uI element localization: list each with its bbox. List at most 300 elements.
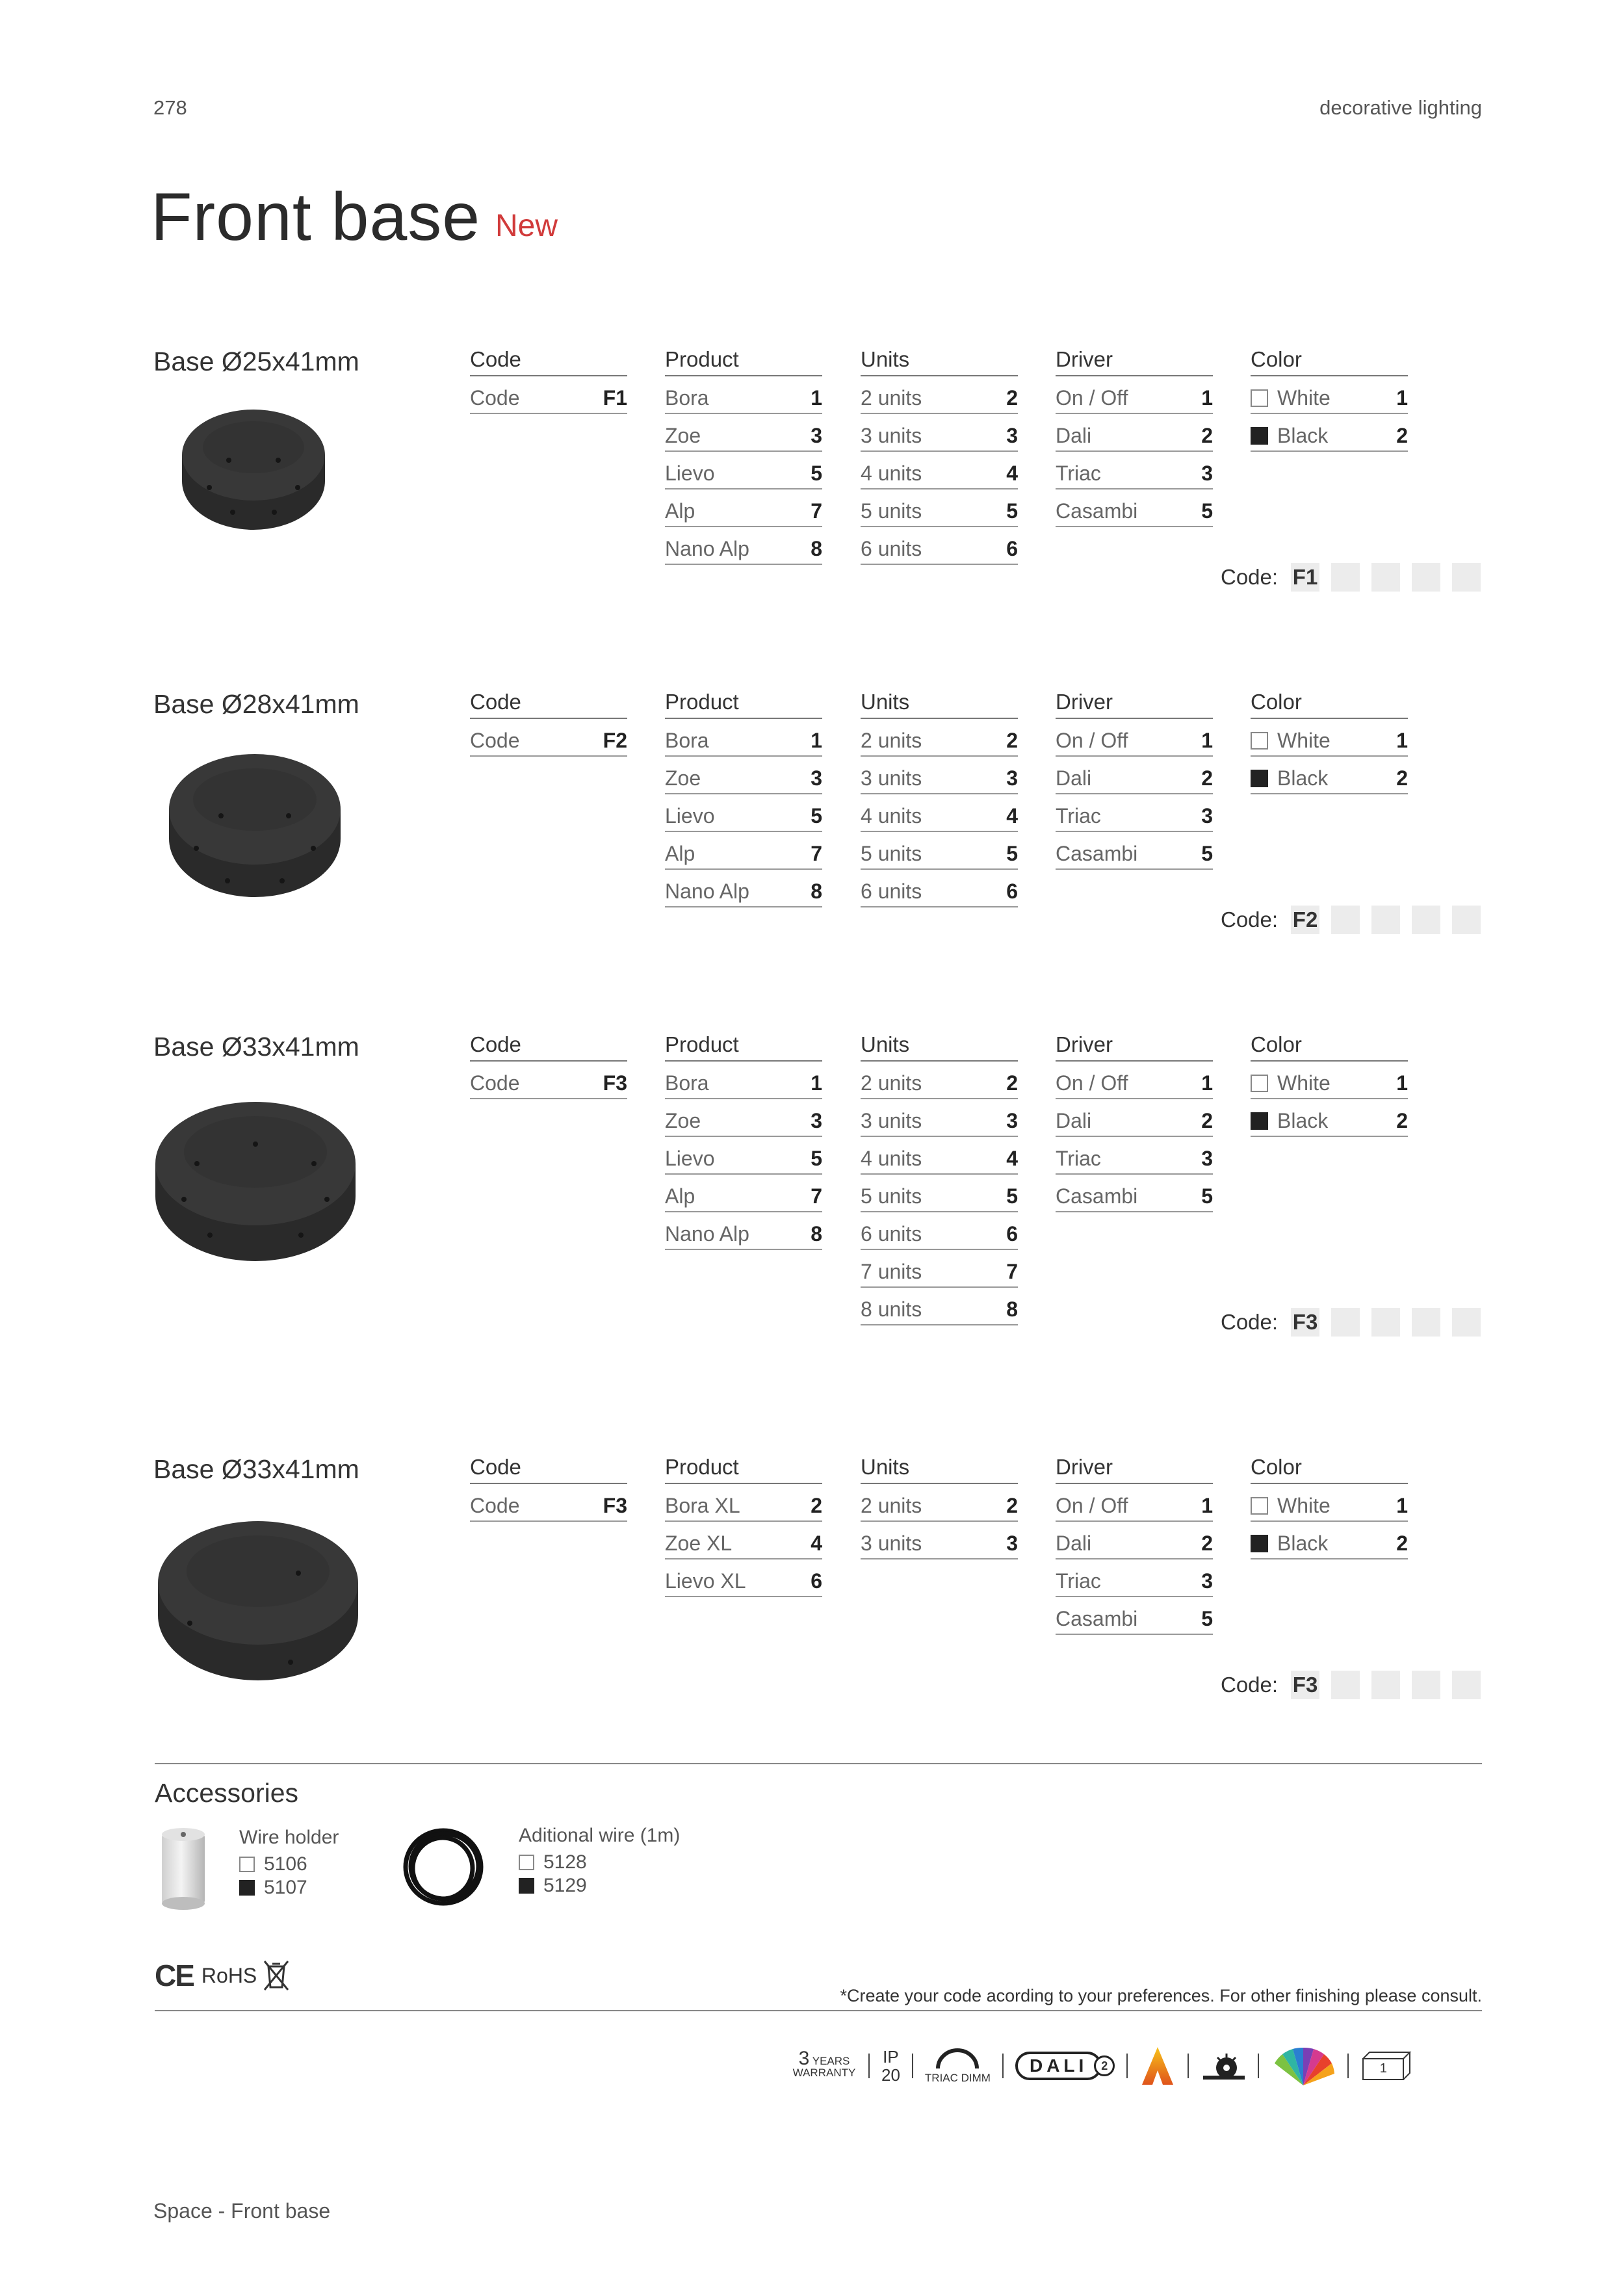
option-value: 3 <box>1006 1532 1018 1555</box>
code-column-header: Code <box>470 346 627 376</box>
option-value: 5 <box>811 804 822 828</box>
units-option-row <box>861 1062 1018 1099</box>
code-builder-slot <box>1412 906 1440 934</box>
additional-wire-label: Aditional wire (1m) <box>519 1825 681 1846</box>
product-option-row <box>665 1212 822 1250</box>
driver-option-row <box>1056 1062 1213 1099</box>
units-column-header: Units <box>861 1032 1018 1062</box>
code-builder-slot <box>1412 1308 1440 1337</box>
option-label: White <box>1277 729 1331 752</box>
option-label: 5 units <box>861 499 922 523</box>
units-option-row <box>861 489 1018 527</box>
code-builder-prefix: F2 <box>1291 906 1319 934</box>
option-label-wrap <box>1056 766 1091 790</box>
color-fan-icon <box>1271 2044 1336 2088</box>
option-label-wrap <box>1251 1494 1331 1518</box>
option-label: 2 units <box>861 1494 922 1517</box>
option-label-wrap <box>665 729 709 753</box>
option-label: Dali <box>1056 1532 1092 1555</box>
driver-option-row <box>1056 719 1213 757</box>
code-option-row <box>470 376 627 414</box>
code-builder-prefix: F1 <box>1291 563 1319 592</box>
option-value: F3 <box>603 1494 627 1517</box>
option-label: Alp <box>665 499 695 523</box>
product-column-header: Product <box>665 1032 822 1062</box>
option-label-wrap <box>861 1109 922 1133</box>
driver-column <box>1056 346 1213 527</box>
option-label-wrap <box>470 1494 520 1518</box>
units-column-header: Units <box>861 689 1018 719</box>
code-builder-slot <box>1371 563 1400 592</box>
code-builder-slot <box>1371 1671 1400 1699</box>
option-label: Nano Alp <box>665 1222 749 1246</box>
option-label: 6 units <box>861 1222 922 1246</box>
option-value: 4 <box>1006 804 1018 828</box>
option-label: Lievo <box>665 804 715 828</box>
ip-rating-icon <box>881 2048 900 2084</box>
product-column <box>665 689 822 907</box>
option-label-wrap <box>1251 729 1331 753</box>
driver-column-header: Driver <box>1056 689 1213 719</box>
wire-coil-image <box>400 1823 487 1911</box>
units-column <box>861 689 1018 907</box>
option-label: Casambi <box>1056 842 1138 865</box>
option-label: Zoe <box>665 424 701 447</box>
option-value: F2 <box>603 729 627 752</box>
option-label-wrap <box>1056 729 1128 753</box>
option-label: White <box>1277 386 1331 410</box>
product-option-row <box>665 1484 822 1522</box>
code-builder-prefix: F3 <box>1291 1308 1319 1337</box>
code-builder-label: Code: <box>1221 1673 1279 1697</box>
option-label-wrap <box>665 1109 701 1133</box>
option-value: 8 <box>811 880 822 903</box>
option-value: 7 <box>811 1184 822 1208</box>
code-builder-label: Code: <box>1221 1310 1279 1334</box>
option-label-wrap <box>1056 842 1137 866</box>
wire-holder-option-white <box>239 1853 307 1876</box>
option-label: Dali <box>1056 766 1092 790</box>
option-label: 3 units <box>861 1109 922 1132</box>
code-builder-slot <box>1452 563 1481 592</box>
code-column-header: Code <box>470 1032 627 1062</box>
warranty-icon <box>792 2048 857 2079</box>
option-label: 6 units <box>861 880 922 903</box>
product-option-row <box>665 376 822 414</box>
option-label: Lievo XL <box>665 1569 746 1593</box>
color-column-header: Color <box>1251 689 1408 719</box>
option-label-wrap <box>1056 804 1101 828</box>
option-value: 7 <box>811 499 822 523</box>
option-value: 2 <box>1396 766 1408 790</box>
option-label-wrap <box>470 1071 520 1095</box>
code-builder-slot <box>1452 1671 1481 1699</box>
footer-divider <box>155 2010 1482 2011</box>
color-column <box>1251 689 1408 794</box>
product-option-row <box>665 1137 822 1175</box>
dimmer-arc-icon <box>931 2048 983 2070</box>
product-option-row <box>665 489 822 527</box>
option-value: 3 <box>1201 804 1213 828</box>
base-image-f2 <box>164 748 346 904</box>
color-option-row <box>1251 1062 1408 1099</box>
option-label: 7 units <box>861 1260 922 1283</box>
code-builder-prefix: F3 <box>1291 1671 1319 1699</box>
option-label-wrap <box>861 462 922 486</box>
option-value: 2 <box>1201 424 1213 447</box>
option-label-wrap <box>1056 1494 1128 1518</box>
option-value: 1 <box>1201 729 1213 752</box>
option-value: 5 <box>1201 1607 1213 1630</box>
option-label: Casambi <box>1056 1607 1138 1630</box>
option-code: 5106 <box>264 1853 307 1875</box>
ip-label: IP <box>883 2047 899 2067</box>
option-value: 4 <box>1006 1147 1018 1170</box>
code-builder-slot <box>1371 906 1400 934</box>
units-option-row <box>861 1250 1018 1288</box>
option-label: Zoe XL <box>665 1532 733 1555</box>
dali-version: 2 <box>1094 2055 1115 2076</box>
option-value: 6 <box>1006 880 1018 903</box>
color-column-header: Color <box>1251 1032 1408 1062</box>
color-column <box>1251 346 1408 452</box>
option-label: Black <box>1277 1532 1329 1555</box>
option-label-wrap <box>665 804 715 828</box>
code-builder-slot <box>1412 563 1440 592</box>
product-option-row <box>665 757 822 794</box>
option-value: 3 <box>1006 766 1018 790</box>
option-label-wrap <box>861 386 922 410</box>
option-label-wrap <box>861 1298 922 1322</box>
product-column <box>665 1454 822 1597</box>
icon-separator <box>1188 2054 1189 2078</box>
option-label-wrap <box>665 386 709 410</box>
option-label-wrap <box>1251 1532 1328 1556</box>
black-swatch <box>1251 427 1268 445</box>
base-image-f1 <box>175 403 331 533</box>
option-label: Nano Alp <box>665 880 749 903</box>
additional-wire-options <box>519 1851 587 1898</box>
units-column-header: Units <box>861 1454 1018 1484</box>
color-option-row <box>1251 376 1408 414</box>
option-label-wrap <box>665 766 701 790</box>
option-label-wrap <box>665 880 749 904</box>
additional-wire-option-white <box>519 1851 587 1874</box>
option-label-wrap <box>665 1147 715 1171</box>
product-option-row <box>665 870 822 907</box>
option-label-wrap <box>861 729 922 753</box>
code-builder <box>1221 1308 1481 1337</box>
units-option-row <box>861 719 1018 757</box>
option-label-wrap <box>665 1569 746 1593</box>
option-value: 3 <box>1201 462 1213 485</box>
option-label-wrap <box>1251 766 1328 790</box>
option-label-wrap <box>861 766 922 790</box>
option-value: 2 <box>1396 1109 1408 1132</box>
dali-icon <box>1015 2052 1115 2080</box>
code-column <box>470 346 627 414</box>
option-label: On / Off <box>1056 1071 1128 1095</box>
triac-label: TRIAC DIMM <box>924 2072 991 2084</box>
option-label: On / Off <box>1056 386 1128 410</box>
rohs-mark: RoHS <box>201 1963 257 1987</box>
option-value: 1 <box>1396 1494 1408 1517</box>
option-value: 3 <box>1006 424 1018 447</box>
icon-separator <box>868 2054 870 2078</box>
option-value: 1 <box>1396 1071 1408 1095</box>
option-label: Triac <box>1056 804 1101 828</box>
units-option-row <box>861 1484 1018 1522</box>
units-option-row <box>861 870 1018 907</box>
code-option-row <box>470 1062 627 1099</box>
option-label-wrap <box>861 1147 922 1171</box>
code-builder <box>1221 563 1481 592</box>
code-builder-slot <box>1452 1308 1481 1337</box>
option-label: Triac <box>1056 1147 1101 1170</box>
option-label-wrap <box>1251 1071 1331 1095</box>
color-option-row <box>1251 719 1408 757</box>
option-value: 3 <box>811 1109 822 1132</box>
option-label-wrap <box>665 499 695 523</box>
units-option-row <box>861 1099 1018 1137</box>
option-label: Code <box>470 1071 520 1095</box>
code-builder-label: Code: <box>1221 565 1279 589</box>
option-label: Casambi <box>1056 499 1138 523</box>
icon-separator <box>1126 2054 1128 2078</box>
option-value: 1 <box>811 1071 822 1095</box>
option-label: Code <box>470 729 520 752</box>
option-value: 2 <box>1396 424 1408 447</box>
code-option-row <box>470 719 627 757</box>
icon-separator <box>1347 2054 1349 2078</box>
wire-holder-options <box>239 1853 307 1899</box>
option-label-wrap <box>861 1494 922 1518</box>
option-label: 3 units <box>861 1532 922 1555</box>
wire-holder-image <box>159 1827 207 1911</box>
option-label: Lievo <box>665 1147 715 1170</box>
option-label-wrap <box>861 1184 922 1208</box>
option-value: 5 <box>1006 1184 1018 1208</box>
option-label-wrap <box>1056 1532 1091 1556</box>
units-option-row <box>861 832 1018 870</box>
units-column-header: Units <box>861 346 1018 376</box>
option-label-wrap <box>861 424 922 448</box>
driver-option-row <box>1056 1137 1213 1175</box>
product-option-row <box>665 1062 822 1099</box>
units-column <box>861 1032 1018 1325</box>
option-label: 3 units <box>861 424 922 447</box>
option-value: 3 <box>1006 1109 1018 1132</box>
option-value: F3 <box>603 1071 627 1095</box>
option-label: 6 units <box>861 537 922 560</box>
icon-separator <box>912 2054 913 2078</box>
option-label: 4 units <box>861 1147 922 1170</box>
wire-holder-label: Wire holder <box>239 1827 339 1848</box>
driver-option-row <box>1056 376 1213 414</box>
option-value: 1 <box>1396 729 1408 752</box>
units-option-row <box>861 527 1018 565</box>
product-option-row <box>665 719 822 757</box>
option-label-wrap <box>861 499 922 523</box>
icon-separator <box>1002 2054 1004 2078</box>
units-option-row <box>861 1288 1018 1325</box>
option-label-wrap <box>665 842 695 866</box>
option-label: Zoe <box>665 1109 701 1132</box>
option-value: 5 <box>1006 842 1018 865</box>
product-option-row <box>665 794 822 832</box>
driver-column <box>1056 1032 1213 1212</box>
option-value: 5 <box>1201 499 1213 523</box>
option-label-wrap <box>665 537 749 561</box>
driver-column <box>1056 1454 1213 1635</box>
option-label-wrap <box>1056 1607 1137 1631</box>
product-column <box>665 1032 822 1250</box>
white-swatch <box>1251 732 1268 750</box>
option-value: F1 <box>603 386 627 410</box>
black-swatch <box>519 1878 534 1894</box>
units-column <box>861 346 1018 565</box>
code-builder-label: Code: <box>1221 907 1279 932</box>
option-label-wrap <box>1056 424 1091 448</box>
driver-option-row <box>1056 1559 1213 1597</box>
option-label-wrap <box>1251 1109 1328 1133</box>
product-option-row <box>665 1559 822 1597</box>
option-label: Alp <box>665 1184 695 1208</box>
option-code: 5128 <box>543 1851 587 1873</box>
driver-option-row <box>1056 1099 1213 1137</box>
option-value: 6 <box>1006 1222 1018 1246</box>
option-label: Nano Alp <box>665 537 749 560</box>
page-title: Front base <box>151 179 481 255</box>
option-value: 8 <box>811 1222 822 1246</box>
box-count: 1 <box>1379 2061 1387 2076</box>
color-option-row <box>1251 1522 1408 1559</box>
option-label-wrap <box>665 1494 740 1518</box>
option-value: 2 <box>811 1494 822 1517</box>
option-code: 5129 <box>543 1875 587 1896</box>
option-value: 1 <box>811 729 822 752</box>
option-value: 1 <box>811 386 822 410</box>
option-label-wrap <box>665 1071 709 1095</box>
option-value: 5 <box>1201 1184 1213 1208</box>
option-label: Casambi <box>1056 1184 1138 1208</box>
option-value: 4 <box>1006 462 1018 485</box>
option-label: Black <box>1277 766 1329 790</box>
color-option-row <box>1251 414 1408 452</box>
code-builder-slot <box>1331 906 1360 934</box>
option-value: 8 <box>811 537 822 560</box>
driver-option-row <box>1056 1522 1213 1559</box>
option-label: Black <box>1277 1109 1329 1132</box>
option-code: 5107 <box>264 1877 307 1898</box>
accessories-divider <box>155 1763 1482 1764</box>
code-column <box>470 1454 627 1522</box>
option-value: 2 <box>1201 766 1213 790</box>
product-option-row <box>665 527 822 565</box>
color-option-row <box>1251 757 1408 794</box>
option-label-wrap <box>861 842 922 866</box>
option-label-wrap <box>665 1222 749 1246</box>
option-label: 2 units <box>861 1071 922 1095</box>
white-swatch <box>239 1857 255 1872</box>
driver-option-row <box>1056 1175 1213 1212</box>
product-option-row <box>665 1522 822 1559</box>
option-label-wrap <box>1251 386 1331 410</box>
black-swatch <box>1251 770 1268 787</box>
option-value: 4 <box>811 1532 822 1555</box>
option-value: 1 <box>1201 386 1213 410</box>
led-flame-icon <box>1139 2046 1176 2086</box>
option-value: 2 <box>1006 1071 1018 1095</box>
additional-wire-option-black <box>519 1874 587 1898</box>
option-label-wrap <box>470 729 520 753</box>
code-builder <box>1221 1671 1481 1699</box>
option-label: 8 units <box>861 1298 922 1321</box>
option-label-wrap <box>665 462 715 486</box>
dimmable-saw-icon <box>1201 2050 1246 2082</box>
option-label: Zoe <box>665 766 701 790</box>
option-label: Dali <box>1056 1109 1092 1132</box>
option-value: 6 <box>811 1569 822 1593</box>
option-label: Triac <box>1056 1569 1101 1593</box>
package-box-icon <box>1360 2050 1412 2082</box>
option-value: 1 <box>1201 1494 1213 1517</box>
units-option-row <box>861 414 1018 452</box>
driver-option-row <box>1056 452 1213 489</box>
option-label: Bora <box>665 729 709 752</box>
option-value: 1 <box>1201 1071 1213 1095</box>
option-label-wrap <box>1056 1071 1128 1095</box>
option-value: 6 <box>1006 537 1018 560</box>
product-option-row <box>665 414 822 452</box>
option-label: 2 units <box>861 729 922 752</box>
driver-option-row <box>1056 414 1213 452</box>
dali-label: DALI <box>1029 2055 1088 2076</box>
option-value: 2 <box>1006 386 1018 410</box>
code-builder-slot <box>1331 1671 1360 1699</box>
product-option-row <box>665 832 822 870</box>
white-swatch <box>1251 389 1268 407</box>
driver-option-row <box>1056 757 1213 794</box>
driver-column-header: Driver <box>1056 346 1213 376</box>
option-label-wrap <box>1251 424 1328 448</box>
ce-mark: CE <box>155 1959 194 1992</box>
driver-option-row <box>1056 1597 1213 1635</box>
color-column <box>1251 1454 1408 1559</box>
accessories-title: Accessories <box>155 1778 299 1808</box>
option-label-wrap <box>861 804 922 828</box>
triac-dimm-icon <box>925 2048 991 2084</box>
weee-bin-icon <box>262 1959 291 1992</box>
color-column-header: Color <box>1251 346 1408 376</box>
code-column <box>470 689 627 757</box>
driver-option-row <box>1056 794 1213 832</box>
base-image-f3 <box>151 1092 359 1268</box>
option-label: White <box>1277 1071 1331 1095</box>
option-label: Lievo <box>665 462 715 485</box>
units-option-row <box>861 1137 1018 1175</box>
black-swatch <box>239 1880 255 1896</box>
product-option-row <box>665 452 822 489</box>
white-swatch <box>1251 1497 1268 1515</box>
base-title: Base Ø28x41mm <box>153 689 359 719</box>
option-label: Code <box>470 1494 520 1517</box>
white-swatch <box>1251 1075 1268 1092</box>
option-label-wrap <box>470 386 520 410</box>
option-label: Code <box>470 386 520 410</box>
code-column-header: Code <box>470 1454 627 1484</box>
code-option-row <box>470 1484 627 1522</box>
